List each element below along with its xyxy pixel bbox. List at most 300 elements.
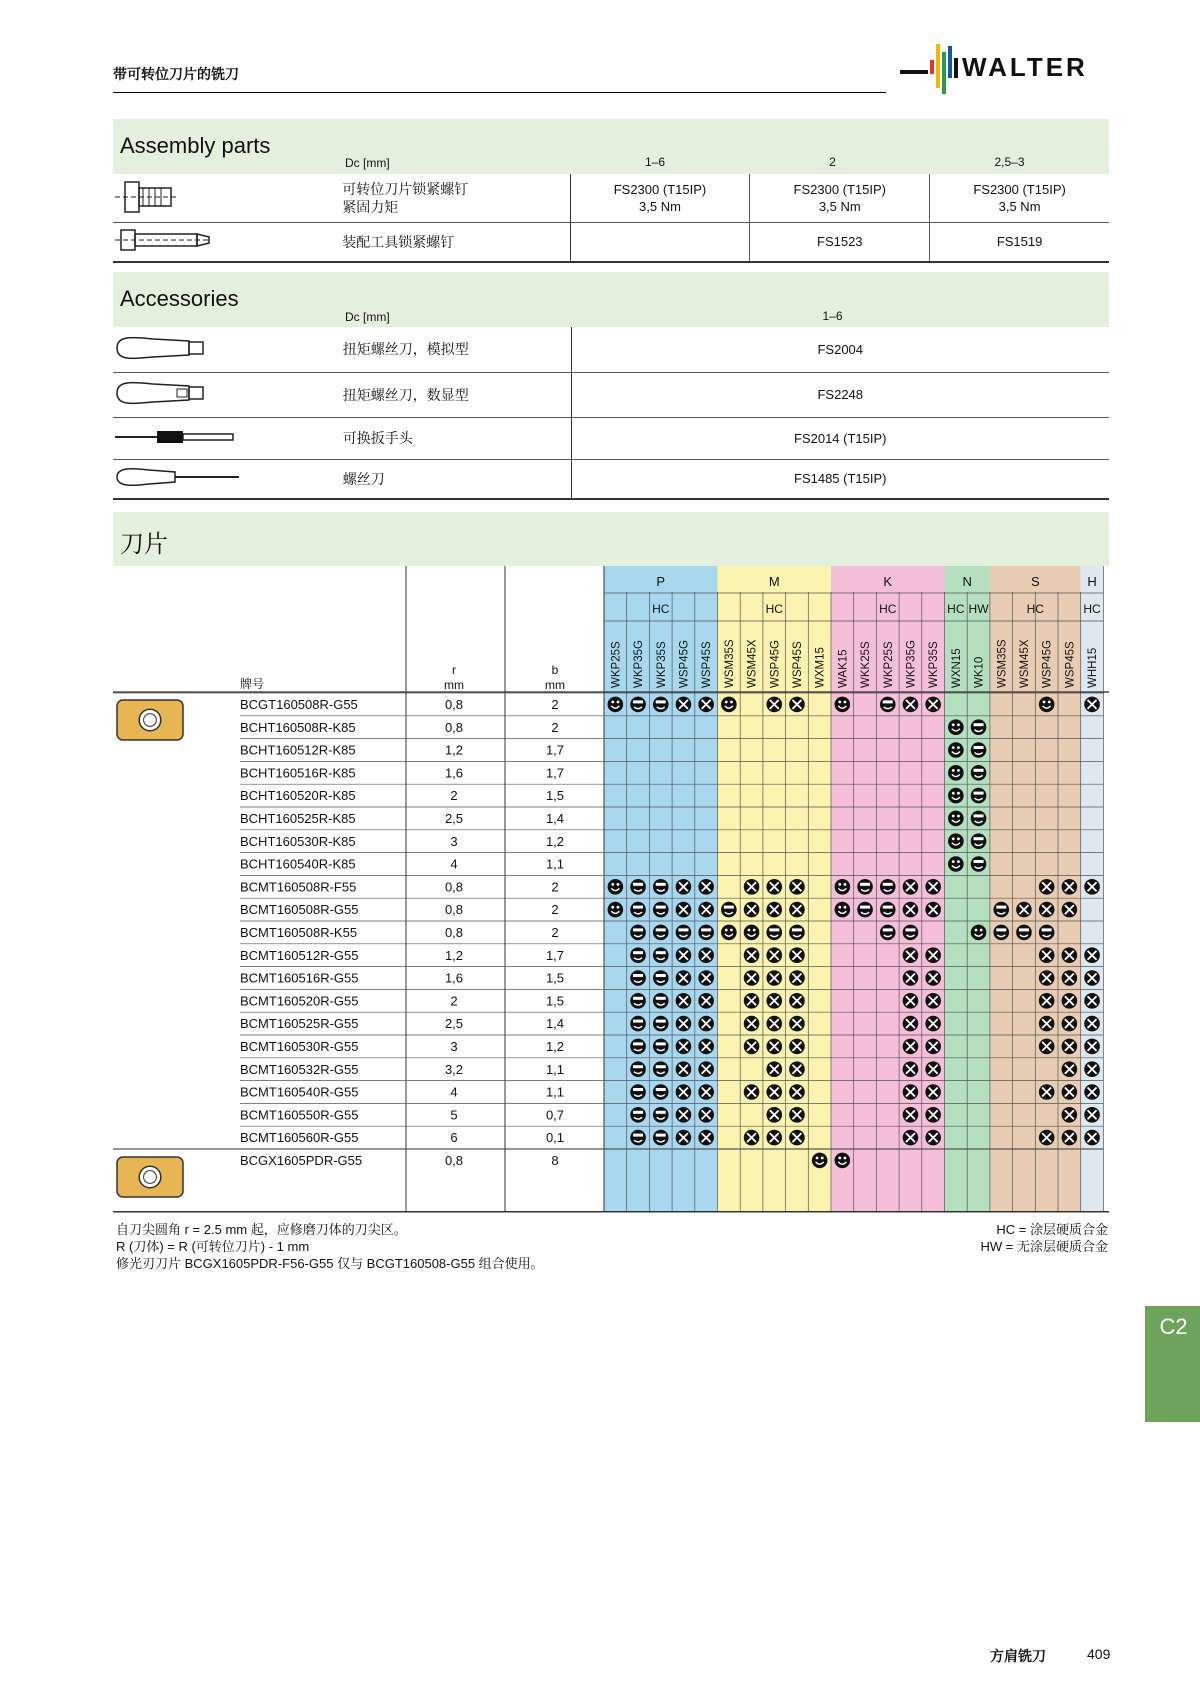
suitability-icon-band: [769, 928, 779, 931]
suitability-icon: [630, 879, 646, 895]
insert-designation: BCMT160530R-G55: [240, 1039, 359, 1054]
insert-b: 1,5: [545, 993, 565, 1009]
suitability-icon-eye: [952, 860, 955, 863]
group-letter-P: P: [656, 574, 666, 589]
suitability-icon-eye: [1043, 701, 1046, 704]
suitability-icon-eye: [952, 723, 955, 726]
suitability-icon-eye: [617, 883, 620, 886]
suitability-icon-eye: [816, 1157, 819, 1160]
suitability-icon: [721, 925, 737, 941]
grade-label: WKP35G: [905, 640, 918, 688]
insert-designation: BCMT160512R-G55: [240, 947, 359, 963]
suitability-icon: [630, 970, 646, 986]
suitability-icon-eye: [957, 837, 960, 840]
grade-label: WSM45X: [1018, 639, 1031, 688]
suitability-icon-band: [701, 928, 711, 931]
insert-r: 4: [450, 1084, 458, 1100]
coating-label: HC: [947, 602, 965, 616]
grade-label: WKK25S: [860, 641, 873, 688]
suitability-icon: [993, 925, 1009, 941]
suitability-icon: [653, 1016, 669, 1032]
insert-pictogram-bcgt-hole: [139, 709, 161, 731]
suitability-icon: [971, 856, 987, 872]
assembly-row2-label: 装配工具锁紧螺钉: [342, 222, 570, 262]
assembly-dc-label: Dc [mm]: [345, 156, 390, 170]
suitability-icon-eye: [725, 701, 728, 704]
suitability-icon: [653, 1039, 669, 1055]
insert-r: 0,8: [444, 719, 464, 735]
assembly-row1-torque2: 3,5 Nm: [818, 198, 861, 214]
insert-r: 6: [450, 1130, 458, 1146]
accessory-1-label: 扭矩螺丝刀，模拟型: [343, 327, 571, 372]
insert-designation: BCMT160520R-G55: [240, 993, 359, 1009]
insert-designation: BCMT160525R-G55: [240, 1016, 359, 1032]
grade-label: WAK15: [837, 649, 850, 688]
assembly-row2-val3: FS1519: [996, 234, 1043, 250]
insert-r: 3,2: [444, 1061, 464, 1077]
insert-r: 1,2: [444, 742, 464, 758]
suitability-icon-band: [633, 1042, 643, 1045]
accessories-dc-label: Dc [mm]: [345, 310, 390, 324]
col-header-b-unit: mm: [545, 678, 565, 692]
accessory-4-label: 螺丝刀: [343, 459, 571, 499]
col-header-designation: 牌号: [240, 677, 265, 691]
suitability-icon: [971, 925, 987, 941]
insert-b: 1,2: [545, 1039, 565, 1054]
note-2: R (刀体) = R (可转位刀片) - 1 mm: [116, 1239, 310, 1254]
suitability-icon: [812, 1153, 828, 1169]
suitability-icon: [948, 788, 964, 804]
suitability-icon-eye: [617, 701, 620, 704]
suitability-icon: [630, 1084, 646, 1100]
suitability-icon-band: [974, 814, 984, 817]
accessory-3-label: 可换扳手头: [343, 417, 571, 459]
suitability-icon-band: [974, 723, 984, 726]
insert-r: 0,8: [444, 879, 464, 895]
suitability-icon-band: [633, 997, 643, 1000]
grade-label: WKP35G: [633, 640, 646, 688]
suitability-icon-band: [1042, 928, 1052, 931]
suitability-icon-band: [633, 700, 643, 703]
suitability-icon-eye: [838, 1157, 841, 1160]
insert-b: 1,1: [545, 1084, 565, 1100]
grade-label: WKP25S: [882, 641, 895, 688]
group-letter-N: N: [962, 574, 972, 589]
suitability-icon-eye: [821, 1157, 824, 1160]
suitability-icon-band: [656, 974, 666, 977]
suitability-icon-eye: [980, 929, 983, 932]
insert-designation: BCMT160532R-G55: [240, 1061, 359, 1077]
grade-label: WSP45G: [678, 640, 691, 688]
suitability-icon-band: [633, 1134, 643, 1137]
suitability-icon: [1039, 925, 1055, 941]
suitability-icon: [948, 833, 964, 849]
suitability-icon-eye: [617, 906, 620, 909]
suitability-icon-band: [633, 1020, 643, 1023]
suitability-icon-band: [656, 700, 666, 703]
insert-r: 1,6: [444, 970, 464, 986]
suitability-icon: [630, 947, 646, 963]
suitability-icon-eye: [844, 1157, 847, 1160]
assembly-col-2: 2: [829, 155, 836, 169]
accessory-4-value: FS1485 (T15IP): [794, 471, 887, 487]
suitability-icon-band: [905, 928, 915, 931]
suitability-icon-band: [656, 883, 666, 886]
insert-b: 1,1: [545, 1061, 565, 1077]
suitability-icon: [857, 879, 873, 895]
coating-label: HC: [1026, 602, 1044, 616]
assembly-row1-label2: 紧固力矩: [342, 198, 399, 215]
assembly-row1-val2: FS2300 (T15IP): [793, 181, 887, 197]
suitability-icon-band: [974, 837, 984, 840]
suitability-icon-eye: [730, 701, 733, 704]
insert-b: 0,7: [545, 1107, 565, 1123]
suitability-icon: [948, 765, 964, 781]
suitability-icon-eye: [730, 929, 733, 932]
grade-label: WSM35S: [723, 639, 736, 688]
suitability-icon: [653, 1107, 669, 1123]
accessory-3-value: FS2014 (T15IP): [794, 430, 887, 446]
insert-b: 1,1: [545, 856, 565, 872]
suitability-icon: [880, 697, 896, 713]
suitability-icon: [835, 879, 851, 895]
grade-label: WSP45S: [791, 641, 804, 688]
suitability-icon: [880, 925, 896, 941]
suitability-icon-band: [656, 997, 666, 1000]
grade-label: WSP45G: [1041, 640, 1054, 688]
legend-hw: HW = 无涂层硬质合金: [980, 1239, 1108, 1254]
insert-r: 0,8: [444, 902, 464, 918]
group-letter-S: S: [1030, 574, 1040, 589]
suitability-icon-band: [996, 928, 1006, 931]
suitability-icon: [698, 925, 714, 941]
suitability-icon: [971, 742, 987, 758]
insert-b: 0,1: [545, 1130, 565, 1146]
suitability-icon: [971, 811, 987, 827]
insert-r: 2: [450, 788, 458, 804]
suitability-icon-eye: [611, 883, 614, 886]
suitability-icon-band: [633, 1088, 643, 1091]
suitability-icon: [948, 811, 964, 827]
suitability-icon: [630, 1061, 646, 1077]
col-header-r: r: [452, 663, 456, 677]
suitability-icon-band: [974, 792, 984, 795]
suitability-icon: [653, 1084, 669, 1100]
suitability-icon-band: [656, 1088, 666, 1091]
suitability-icon-eye: [611, 906, 614, 909]
suitability-icon: [630, 1107, 646, 1123]
suitability-icon: [653, 925, 669, 941]
suitability-icon-band: [633, 883, 643, 886]
suitability-icon: [1016, 925, 1032, 941]
suitability-icon-band: [974, 769, 984, 772]
coating-label: HC: [879, 602, 897, 616]
insert-designation: BCHT160512R-K85: [240, 742, 356, 758]
insert-designation: BCMT160508R-F55: [240, 879, 357, 895]
suitability-icon: [835, 902, 851, 918]
group-letter-K: K: [883, 574, 893, 589]
suitability-icon-band: [656, 1111, 666, 1114]
grade-label: WSM45X: [746, 639, 759, 688]
suitability-icon-eye: [957, 860, 960, 863]
suitability-icon-eye: [957, 769, 960, 772]
col-header-b: b: [551, 663, 559, 677]
grade-label: WSM35S: [996, 639, 1009, 688]
suitability-icon: [857, 902, 873, 918]
insert-r: 2: [450, 993, 458, 1009]
insert-designation: BCMT160540R-G55: [240, 1084, 359, 1100]
group-letter-H: H: [1087, 574, 1097, 589]
suitability-icon: [971, 765, 987, 781]
suitability-icon-band: [883, 928, 893, 931]
suitability-icon-eye: [952, 769, 955, 772]
suitability-icon-band: [633, 928, 643, 931]
suitability-icon-band: [974, 746, 984, 749]
suitability-icon-band: [860, 883, 870, 886]
insert-r: 3: [450, 833, 458, 849]
grade-label: WKP35S: [928, 641, 941, 688]
suitability-icon: [971, 719, 987, 735]
assembly-row1-torque3: 3,5 Nm: [998, 198, 1041, 214]
coating-label: HW: [968, 602, 989, 616]
suitability-icon: [993, 902, 1009, 918]
suitability-icon: [766, 925, 782, 941]
assembly-row1-label: 可转位刀片锁紧螺钉: [342, 180, 469, 197]
legend-hc: HC = 涂层硬质合金: [996, 1222, 1108, 1237]
suitability-icon-band: [656, 1134, 666, 1137]
suitability-icon: [653, 697, 669, 713]
insert-r: 0,8: [444, 697, 464, 712]
insert-r: 0,8: [444, 1153, 464, 1168]
suitability-icon-eye: [844, 883, 847, 886]
suitability-icon-band: [656, 1042, 666, 1045]
suitability-icon: [630, 993, 646, 1009]
suitability-icon-band: [656, 951, 666, 954]
suitability-icon-band: [883, 906, 893, 909]
insert-b: 2: [551, 697, 559, 712]
insert-designation: BCMT160560R-G55: [240, 1130, 359, 1146]
suitability-icon-eye: [957, 792, 960, 795]
insert-b: 2: [551, 902, 559, 918]
suitability-icon: [835, 697, 851, 713]
insert-designation: BCMT160550R-G55: [240, 1107, 359, 1123]
suitability-icon-eye: [844, 906, 847, 909]
footer-section: 方肩铣刀: [990, 1648, 1046, 1664]
suitability-icon-band: [656, 906, 666, 909]
grade-label: WSP45G: [769, 640, 782, 688]
suitability-icon: [630, 902, 646, 918]
suitability-icon-band: [633, 974, 643, 977]
insert-b: 1,7: [545, 742, 565, 758]
suitability-icon-band: [633, 906, 643, 909]
insert-b: 2: [551, 925, 559, 940]
suitability-icon-band: [678, 928, 688, 931]
insert-designation: BCHT160516R-K85: [240, 765, 356, 781]
chapter-tab: C2: [1145, 1306, 1200, 1422]
suitability-icon-band: [656, 1020, 666, 1023]
suitability-icon-eye: [952, 815, 955, 818]
insert-pictogram-bcgx-hole: [139, 1166, 161, 1188]
suitability-icon: [630, 925, 646, 941]
insert-b: 1,7: [545, 765, 565, 781]
insert-designation: BCGT160508R-G55: [240, 697, 358, 712]
insert-b: 2: [551, 719, 559, 735]
suitability-icon: [653, 970, 669, 986]
accessories-col: 1–6: [822, 309, 843, 323]
suitability-icon-band: [633, 1065, 643, 1068]
suitability-icon-band: [860, 906, 870, 909]
suitability-icon: [653, 879, 669, 895]
insert-b: 1,7: [545, 947, 565, 963]
suitability-icon: [608, 879, 624, 895]
accessory-1-value: FS2004: [817, 341, 864, 357]
insert-b: 1,5: [545, 970, 565, 986]
insert-designation: BCHT160540R-K85: [240, 856, 356, 872]
grade-label: WSP45S: [701, 641, 714, 688]
grade-label: WHH15: [1087, 647, 1100, 688]
coating-label: HC: [1083, 602, 1101, 616]
suitability-icon-band: [724, 906, 734, 909]
suitability-icon: [630, 1039, 646, 1055]
insert-r: 4: [450, 856, 458, 872]
assembly-col-1: 1–6: [644, 155, 666, 169]
insert-b: 1,4: [545, 811, 565, 826]
insert-designation: BCHT160530R-K85: [240, 833, 356, 849]
grade-label: WSP45S: [1064, 641, 1077, 688]
suitability-icon-eye: [952, 837, 955, 840]
insert-r: 1,2: [444, 947, 464, 963]
assembly-row1-val3: FS2300 (T15IP): [973, 181, 1066, 197]
insert-designation: BCGX1605PDR-G55: [240, 1153, 363, 1168]
suitability-icon-eye: [753, 929, 756, 932]
inserts-title: 刀片: [120, 531, 168, 558]
suitability-icon: [653, 1061, 669, 1077]
suitability-icon-eye: [838, 883, 841, 886]
assembly-title: Assembly parts: [120, 133, 271, 158]
suitability-icon: [971, 788, 987, 804]
suitability-icon: [653, 1130, 669, 1146]
suitability-icon: [630, 1016, 646, 1032]
suitability-icon-band: [974, 860, 984, 863]
insert-r: 1,6: [444, 765, 464, 781]
suitability-icon: [948, 856, 964, 872]
brand-wordmark: WALTER: [962, 52, 1088, 82]
suitability-icon: [1039, 697, 1055, 713]
group-letter-M: M: [768, 574, 780, 589]
suitability-icon: [744, 925, 760, 941]
insert-b: 1,4: [545, 1016, 565, 1032]
suitability-icon: [653, 993, 669, 1009]
insert-designation: BCHT160520R-K85: [240, 788, 356, 804]
insert-b: 1,5: [545, 788, 565, 804]
grade-label: WKP25S: [610, 641, 623, 688]
assembly-row1-torque1: 3,5 Nm: [639, 198, 681, 214]
accessory-2-value: FS2248: [817, 387, 864, 402]
suitability-icon-eye: [957, 815, 960, 818]
suitability-icon: [608, 902, 624, 918]
suitability-icon: [653, 902, 669, 918]
insert-r: 2,5: [444, 811, 464, 826]
page-header-title: 带可转位刀片的铣刀: [113, 66, 239, 82]
grade-label: WKP35S: [655, 641, 668, 688]
suitability-icon-eye: [838, 701, 841, 704]
note-3: 修光刃刀片 BCGX1605PDR-F56-G55 仅与 BCGT160508-G55 组合使用。: [116, 1256, 544, 1271]
suitability-icon: [880, 902, 896, 918]
assembly-col-3: 2,5–3: [994, 155, 1025, 169]
suitability-icon-band: [633, 1111, 643, 1114]
suitability-icon-band: [1019, 928, 1029, 931]
insert-r: 5: [450, 1107, 458, 1123]
grade-label: WXM15: [814, 647, 827, 688]
insert-r: 3: [450, 1039, 458, 1054]
insert-b: 1,2: [545, 833, 565, 849]
suitability-icon: [903, 925, 919, 941]
suitability-icon-eye: [957, 746, 960, 749]
suitability-icon-band: [883, 700, 893, 703]
suitability-icon-band: [883, 883, 893, 886]
suitability-icon: [948, 719, 964, 735]
suitability-icon-band: [633, 951, 643, 954]
suitability-icon: [630, 697, 646, 713]
insert-b: 8: [551, 1153, 559, 1168]
accessory-2-label: 扭矩螺丝刀，数显型: [343, 372, 571, 417]
footer-page-number: 409: [1087, 1646, 1111, 1662]
suitability-icon-band: [656, 1065, 666, 1068]
grade-label: WXN15: [950, 648, 963, 688]
suitability-icon-eye: [844, 701, 847, 704]
insert-designation: BCMT160508R-G55: [240, 902, 359, 918]
suitability-icon-eye: [952, 792, 955, 795]
suitability-icon: [630, 1130, 646, 1146]
col-header-r-unit: mm: [444, 678, 464, 692]
suitability-icon-eye: [1048, 701, 1051, 704]
suitability-icon-band: [996, 906, 1006, 909]
suitability-icon-eye: [957, 723, 960, 726]
insert-r: 0,8: [444, 925, 464, 940]
grade-label: WK10: [973, 656, 986, 688]
suitability-icon: [835, 1153, 851, 1169]
coating-label: HC: [765, 602, 783, 616]
suitability-icon-eye: [975, 929, 978, 932]
insert-r: 2,5: [444, 1016, 464, 1032]
insert-designation: BCMT160516R-G55: [240, 970, 359, 986]
suitability-icon: [948, 742, 964, 758]
suitability-icon-band: [792, 928, 802, 931]
coating-label: HC: [652, 602, 670, 616]
suitability-icon: [721, 902, 737, 918]
suitability-icon-eye: [611, 701, 614, 704]
suitability-icon: [880, 879, 896, 895]
insert-designation: BCMT160508R-K55: [240, 925, 358, 940]
assembly-row1-val1: FS2300 (T15IP): [613, 181, 707, 197]
suitability-icon: [653, 947, 669, 963]
insert-b: 2: [551, 879, 559, 895]
suitability-icon-eye: [748, 929, 751, 932]
suitability-icon: [971, 833, 987, 849]
assembly-row2-val2: FS1523: [750, 222, 930, 262]
suitability-icon-eye: [838, 906, 841, 909]
note-1: 自刀尖圆角 r = 2.5 mm 起，应修磨刀体的刀尖区。: [116, 1222, 407, 1237]
insert-designation: BCHT160508R-K85: [240, 719, 356, 735]
insert-designation: BCHT160525R-K85: [240, 811, 356, 826]
suitability-icon-band: [656, 928, 666, 931]
suitability-icon: [721, 697, 737, 713]
suitability-icon: [676, 925, 692, 941]
suitability-icon-eye: [725, 929, 728, 932]
suitability-icon-eye: [952, 746, 955, 749]
accessories-title: Accessories: [120, 286, 239, 311]
suitability-icon: [608, 697, 624, 713]
